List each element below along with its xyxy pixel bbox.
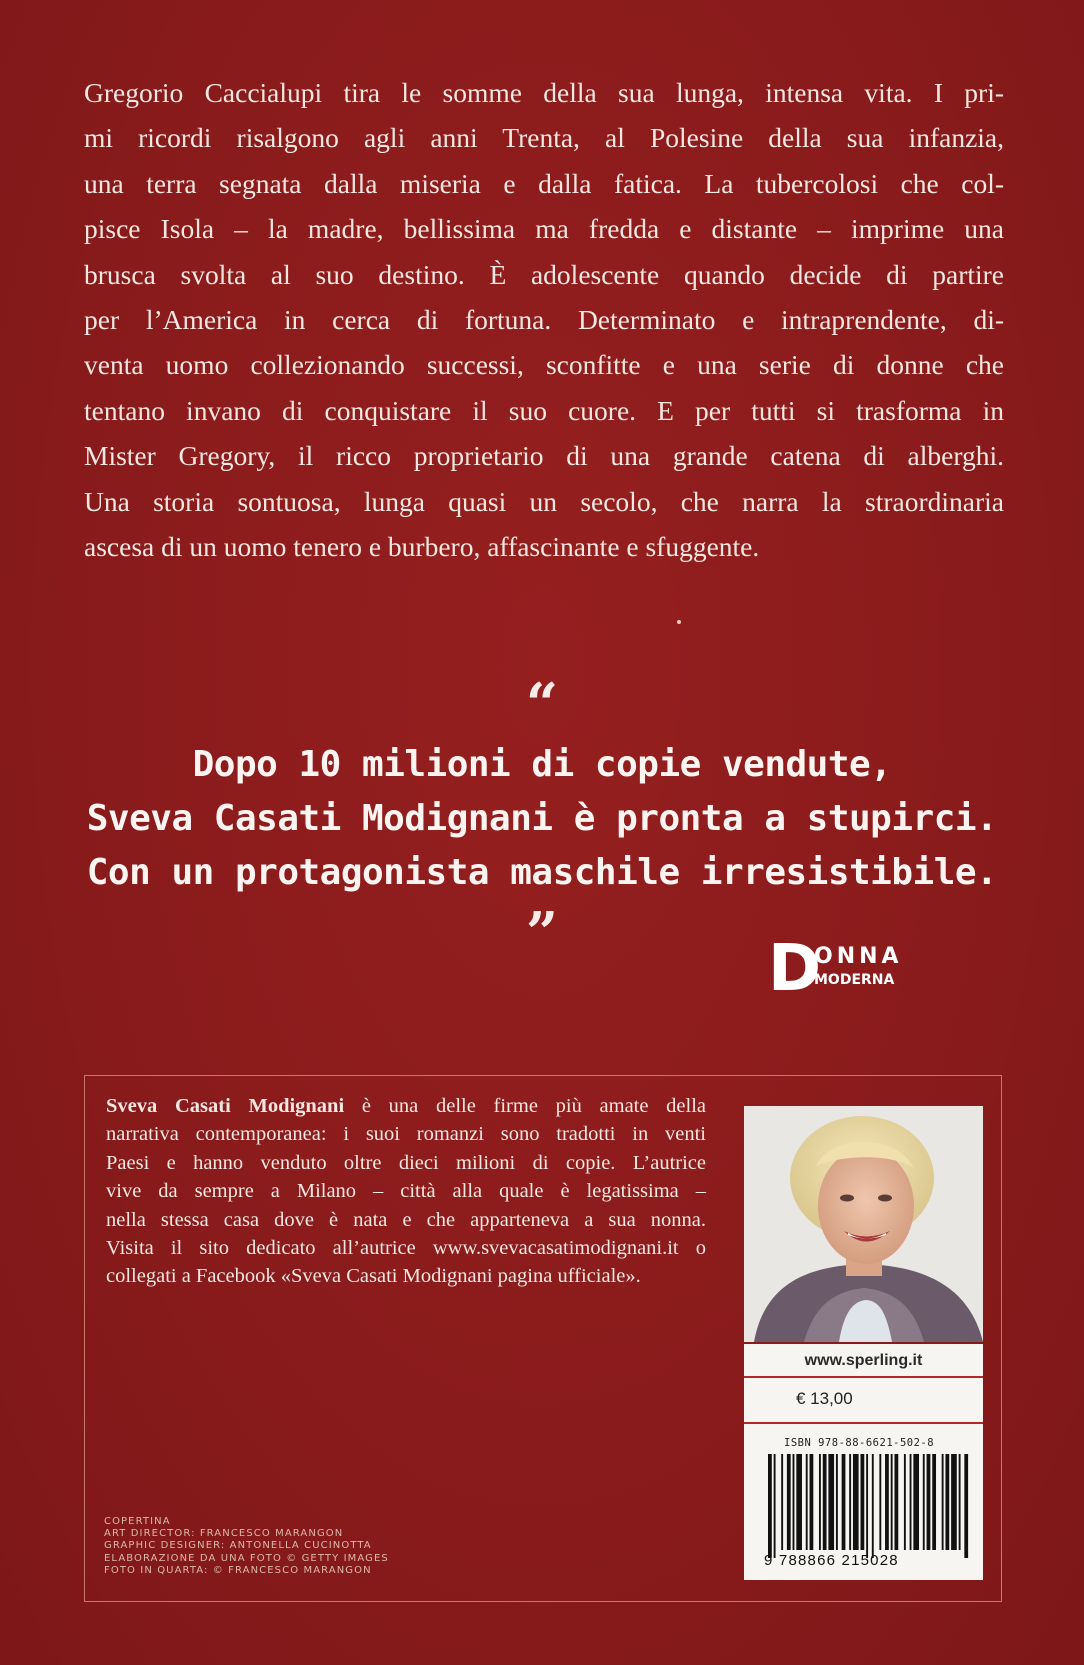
price-panel: [744, 1344, 983, 1580]
barcode-bar: [828, 1454, 834, 1550]
press-quote: [0, 738, 1084, 900]
blurb-line: Mister Gregory, il ricco proprietario di una grande catena di alberghi.: [84, 440, 1004, 472]
barcode-bar: [885, 1454, 889, 1550]
barcode-bar: [842, 1454, 846, 1550]
bio-line: [106, 1092, 706, 1120]
credit-line: ELABORAZIONE DA UNA FOTO © GETTY IMAGES: [104, 1552, 389, 1564]
bio-line: Visita il sito dedicato all’autrice www.svevacasatimodignani.it o: [106, 1236, 706, 1259]
credit-line: ART DIRECTOR: FRANCESCO MARANGON: [104, 1528, 344, 1540]
barcode-bar: [951, 1454, 957, 1550]
price-label: € 13,00: [796, 1389, 853, 1408]
logo-letter: D: [768, 932, 820, 1006]
author-name: Sveva Casati Modignani: [106, 1095, 345, 1117]
barcode-bar: [810, 1454, 814, 1550]
barcode-bar: [787, 1454, 791, 1550]
book-blurb: [84, 70, 1004, 569]
quote-line: Dopo 10 milioni di copie vendute,: [192, 744, 892, 785]
barcode-bar: [806, 1454, 808, 1550]
barcode-bar: [872, 1454, 874, 1558]
credit-line: GRAPHIC DESIGNER: ANTONELLA CUCINOTTA: [104, 1540, 372, 1552]
barcode-bar: [819, 1454, 821, 1550]
barcode-bar: [904, 1454, 906, 1550]
barcode-bar: [849, 1454, 851, 1550]
logo-top-text: ONNA: [814, 944, 903, 969]
barcode-bar: [927, 1454, 931, 1550]
barcode-bar: [866, 1454, 868, 1558]
portrait-photo-icon: [744, 1106, 983, 1342]
barcode-bar: [774, 1454, 776, 1558]
barcode-bar: [923, 1454, 925, 1550]
blurb-line: brusca svolta al suo destino. È adolescente quando decide di partire: [84, 258, 1004, 290]
decorative-dot: [677, 620, 681, 624]
bio-line: narrativa contemporanea: i suoi romanzi sono tradotti in venti: [106, 1123, 706, 1146]
barcode-bar: [932, 1454, 936, 1550]
barcode-bar: [796, 1454, 802, 1550]
barcode-bar: [793, 1454, 795, 1550]
author-photo: [744, 1106, 983, 1342]
credit-line: FOTO IN QUARTA: © FRANCESCO MARANGON: [104, 1564, 372, 1576]
credit-line: COPERTINA: [104, 1516, 171, 1527]
logo-bottom-text: MODERNA: [814, 972, 895, 988]
barcode-bar: [959, 1454, 961, 1550]
blurb-line: ascesa di un uomo tenero e burbero, affascinante e sfuggente.: [84, 530, 760, 562]
barcode-bar: [853, 1454, 859, 1550]
barcode-bar: [861, 1454, 865, 1550]
blurb-line: venta uomo collezionando successi, sconfitte e una serie di donne che: [84, 349, 1004, 381]
barcode-bar: [781, 1454, 783, 1550]
bio-line: nella stessa casa dove è nata e che apparteneva a sua nonna.: [106, 1208, 706, 1231]
barcode-icon: [768, 1454, 970, 1558]
barcode-bar: [964, 1454, 968, 1558]
quote-line: Sveva Casati Modignani è pronta a stupirci.: [86, 798, 998, 839]
barcode-bar: [913, 1454, 919, 1550]
price-rule-top: [744, 1376, 983, 1378]
barcode-bar: [823, 1454, 827, 1550]
close-quote-mark: ”: [525, 900, 559, 966]
bio-line: Paesi e hanno venduto oltre dieci milioni di copie. L’autrice: [106, 1151, 706, 1174]
blurb-line: una terra segnata dalla miseria e dalla fatica. La tubercolosi che col-: [84, 167, 1004, 199]
blurb-line: per l’America in cerca di fortuna. Determinato e intraprendente, di-: [84, 303, 1004, 335]
author-bio: [106, 1092, 706, 1291]
barcode-bar: [894, 1454, 898, 1550]
bio-line: vive da sempre a Milano – città alla quale è legatissima –: [106, 1180, 706, 1203]
barcode-digits: 9 788866 215028: [764, 1552, 899, 1569]
barcode-bar: [942, 1454, 944, 1550]
bio-line: collegati a Facebook «Sveva Casati Modignani pagina ufficiale».: [106, 1265, 641, 1288]
isbn-label: ISBN 978-88-6621-502-8: [784, 1437, 935, 1449]
barcode-bar: [945, 1454, 949, 1550]
blurb-line: tentano invano di conquistare il suo cuore. E per tutti si trasforma in: [84, 394, 1004, 426]
blurb-line: Gregorio Caccialupi tira le somme della sua lunga, intensa vita. I pri-: [84, 77, 1004, 108]
blurb-line: pisce Isola – la madre, bellissima ma fredda e distante – imprime una: [84, 213, 1004, 245]
cover-credits: [104, 1516, 389, 1577]
quote-line: Con un protagonista maschile irresistibile.: [86, 852, 998, 893]
blurb-line: mi ricordi risalgono agli anni Trenta, al Polesine della sua infanzia,: [84, 122, 1004, 154]
open-quote-mark: “: [525, 671, 559, 737]
donna-moderna-logo: [768, 932, 903, 1006]
barcode-bar: [836, 1454, 838, 1550]
barcode-bar: [891, 1454, 893, 1550]
publisher-site: www.sperling.it: [804, 1352, 923, 1369]
barcode-bar: [910, 1454, 912, 1550]
blurb-line: Una storia sontuosa, lunga quasi un secolo, che narra la straordinaria: [84, 485, 1004, 517]
barcode-bar: [879, 1454, 881, 1550]
price-rule-bottom: [744, 1422, 983, 1424]
barcode-bar: [768, 1454, 772, 1558]
bio-line-text: è una delle firme più amate della: [344, 1095, 707, 1117]
